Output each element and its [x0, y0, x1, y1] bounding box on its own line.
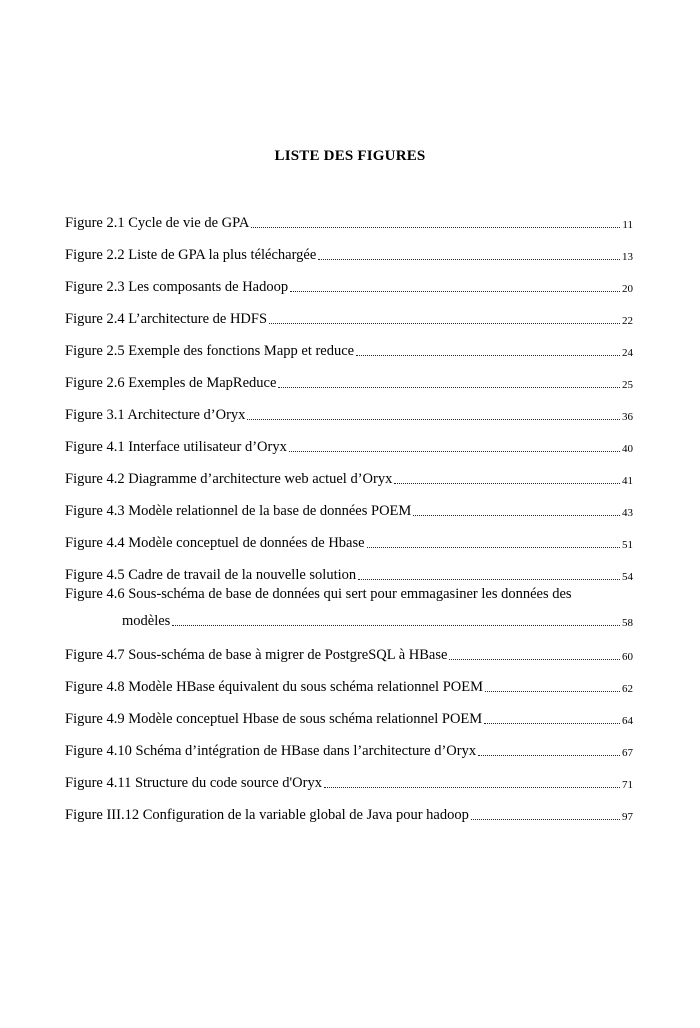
entry-page-number: 71: [622, 779, 633, 791]
entry-page-number: 13: [622, 251, 633, 263]
dot-leader: [413, 514, 620, 516]
dot-leader: [247, 418, 620, 420]
toc-entry[interactable]: [65, 696, 633, 728]
entry-label: Figure 2.5 Exemple des fonctions Mapp et reduce: [65, 343, 355, 359]
toc-entry[interactable]: [65, 456, 633, 488]
dot-leader: [367, 546, 620, 548]
dot-leader: [356, 354, 620, 356]
dot-leader: [449, 658, 620, 660]
toc-entry[interactable]: [65, 360, 633, 392]
dot-leader: [485, 690, 620, 692]
entry-label: Figure 4.3 Modèle relationnel de la base de données POEM: [65, 503, 412, 519]
entry-page-number: 62: [622, 683, 633, 695]
entry-page-number: 40: [622, 443, 633, 455]
entry-label: Figure 4.11 Structure du code source d'Oryx: [65, 775, 322, 791]
toc-entry[interactable]: [65, 760, 633, 792]
entry-page-number: 97: [622, 811, 633, 823]
entry-label: Figure 2.2 Liste de GPA la plus téléchargée: [65, 247, 317, 263]
entry-label: Figure 4.2 Diagramme d’architecture web actuel d’Oryx: [65, 471, 393, 487]
dot-leader: [394, 482, 620, 484]
toc-entry[interactable]: [65, 232, 633, 264]
toc-entry[interactable]: [65, 552, 633, 584]
entry-page-number: 20: [622, 283, 633, 295]
dot-leader: [358, 578, 620, 580]
entry-page-number: 60: [622, 651, 633, 663]
dot-leader: [251, 226, 620, 228]
entry-label: Figure 2.4 L’architecture de HDFS: [65, 311, 268, 327]
entry-page-number: 36: [622, 411, 633, 423]
entry-page-number: 41: [622, 475, 633, 487]
entry-page-number: 54: [622, 571, 633, 583]
figure-list: [65, 200, 633, 824]
toc-entry[interactable]: [65, 200, 633, 232]
entry-label: Figure III.12 Configuration de la variable global de Java pour hadoop: [65, 807, 469, 823]
entry-label: Figure 4.7 Sous-schéma de base à migrer de PostgreSQL à HBase: [65, 647, 448, 663]
entry-label: Figure 4.8 Modèle HBase équivalent du sous schéma relationnel POEM: [65, 679, 484, 695]
toc-entry[interactable]: [65, 792, 633, 824]
entry-page-number: 64: [622, 715, 633, 727]
dot-leader: [484, 722, 620, 724]
entry-label: Figure 4.1 Interface utilisateur d’Oryx: [65, 439, 287, 455]
entry-page-number: 25: [622, 379, 633, 391]
toc-entry-multiline[interactable]: [65, 584, 633, 632]
entry-label: Figure 4.5 Cadre de travail de la nouvelle solution: [65, 567, 357, 583]
dot-leader: [290, 290, 620, 292]
dot-leader: [478, 754, 620, 756]
entry-label: Figure 4.10 Schéma d’intégration de HBase dans l’architecture d’Oryx: [65, 743, 477, 759]
dot-leader: [289, 450, 620, 452]
entry-label: Figure 2.3 Les composants de Hadoop: [65, 279, 289, 295]
entry-label-line1: Figure 4.6 Sous-schéma de base de données qui sert pour emmagasiner les données des: [65, 586, 572, 602]
toc-entry[interactable]: [65, 296, 633, 328]
entry-label-line2: modèles: [122, 613, 171, 629]
toc-entry[interactable]: [65, 728, 633, 760]
dot-leader: [471, 818, 620, 820]
page-title: LISTE DES FIGURES: [274, 148, 426, 164]
dot-leader: [269, 322, 620, 324]
entry-label: Figure 2.6 Exemples de MapReduce: [65, 375, 277, 391]
toc-entry[interactable]: [65, 424, 633, 456]
entry-page-number: 11: [622, 219, 633, 231]
toc-entry[interactable]: [65, 328, 633, 360]
entry-page-number: 43: [622, 507, 633, 519]
entry-label: Figure 4.4 Modèle conceptuel de données de Hbase: [65, 535, 365, 551]
dot-leader: [318, 258, 620, 260]
toc-entry[interactable]: [65, 632, 633, 664]
entry-label: Figure 4.9 Modèle conceptuel Hbase de sous schéma relationnel POEM: [65, 711, 483, 727]
entry-label: Figure 2.1 Cycle de vie de GPA: [65, 215, 250, 231]
entry-page-number: 22: [622, 315, 633, 327]
entry-label: Figure 3.1 Architecture d’Oryx: [65, 407, 246, 423]
toc-entry[interactable]: [65, 264, 633, 296]
dot-leader: [278, 386, 620, 388]
toc-entry[interactable]: [65, 392, 633, 424]
toc-entry[interactable]: [65, 488, 633, 520]
entry-page-number: 51: [622, 539, 633, 551]
entry-continuation: [122, 604, 633, 630]
dot-leader: [172, 624, 620, 626]
entry-page-number: 58: [622, 617, 633, 629]
entry-page-number: 67: [622, 747, 633, 759]
toc-entry[interactable]: [65, 520, 633, 552]
entry-page-number: 24: [622, 347, 633, 359]
dot-leader: [324, 786, 620, 788]
toc-entry[interactable]: [65, 664, 633, 696]
